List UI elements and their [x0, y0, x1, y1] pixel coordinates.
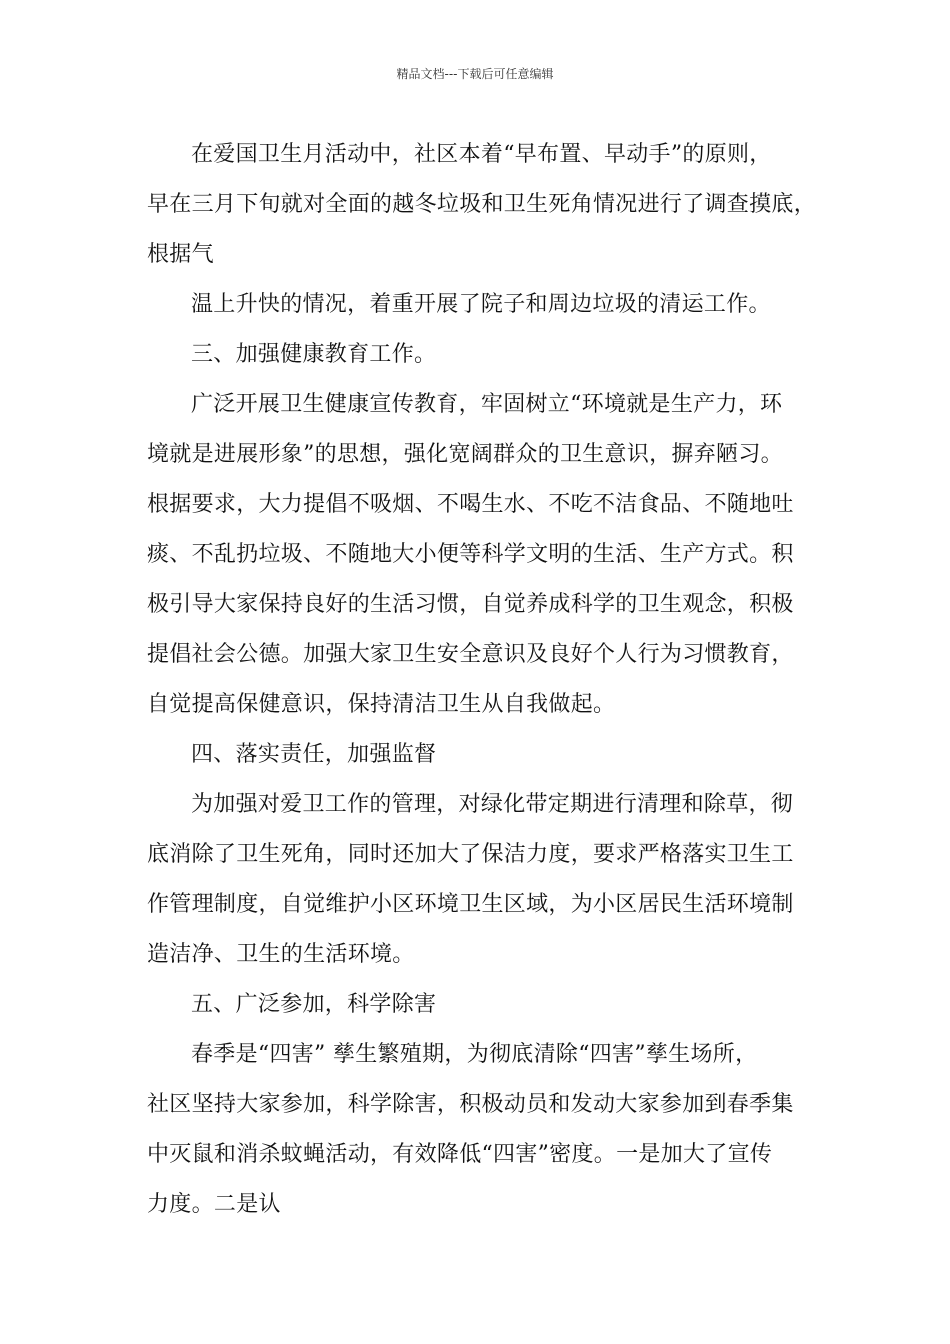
paragraph-line: 自觉提高保健意识，保持清洁卫生从自我做起。 — [147, 692, 616, 717]
paragraph-line: 温上升快的情况，着重开展了院子和周边垃圾的清运工作。 — [191, 292, 771, 317]
paragraph-line: 根据气 — [147, 242, 214, 267]
section-heading: 五、广泛参加，科学除害 — [191, 992, 437, 1017]
paragraph-line: 中灭鼠和消杀蚊蝇活动，有效降低“四害”密度。一是加大了宣传 — [147, 1142, 773, 1167]
paragraph-line: 社区坚持大家参加，科学除害，积极动员和发动大家参加到春季集 — [147, 1092, 794, 1117]
paragraph-line: 力度。二是认 — [147, 1192, 281, 1217]
paragraph-line: 境就是进展形象”的思想，强化宽阔群众的卫生意识，摒弃陋习。 — [147, 442, 783, 467]
section-heading: 四、落实责任，加强监督 — [191, 742, 437, 767]
section-heading: 三、加强健康教育工作。 — [191, 342, 437, 367]
paragraph-line: 极引导大家保持良好的生活习惯，自觉养成科学的卫生观念，积极 — [147, 592, 794, 617]
paragraph-line: 为加强对爱卫工作的管理，对绿化带定期进行清理和除草，彻 — [191, 792, 794, 817]
paragraph-line: 底消除了卫生死角，同时还加大了保洁力度，要求严格落实卫生工 — [147, 842, 794, 867]
paragraph-line: 提倡社会公德。加强大家卫生安全意识及良好个人行为习惯教育， — [147, 642, 794, 667]
paragraph-line: 造洁净、卫生的生活环境。 — [147, 942, 415, 967]
document-body — [147, 130, 817, 1230]
page-header: 精品文档---下载后可任意编辑 — [396, 67, 554, 81]
paragraph-line: 根据要求，大力提倡不吸烟、不喝生水、不吃不洁食品、不随地吐 — [147, 492, 794, 517]
paragraph-line: 痰、不乱扔垃圾、不随地大小便等科学文明的生活、生产方式。积 — [147, 542, 794, 567]
paragraph-line: 早在三月下旬就对全面的越冬垃圾和卫生死角情况进行了调查摸底， — [147, 192, 817, 217]
paragraph-line: 广泛开展卫生健康宣传教育，牢固树立“环境就是生产力，环 — [191, 392, 783, 417]
paragraph-line: 作管理制度，自觉维护小区环境卫生区域，为小区居民生活环境制 — [147, 892, 794, 917]
paragraph-line: 在爱国卫生月活动中，社区本着“早布置、早动手”的原则， — [191, 142, 772, 167]
paragraph-line: 春季是“四害” 孳生繁殖期，为彻底清除“四害”孳生场所， — [191, 1042, 758, 1067]
